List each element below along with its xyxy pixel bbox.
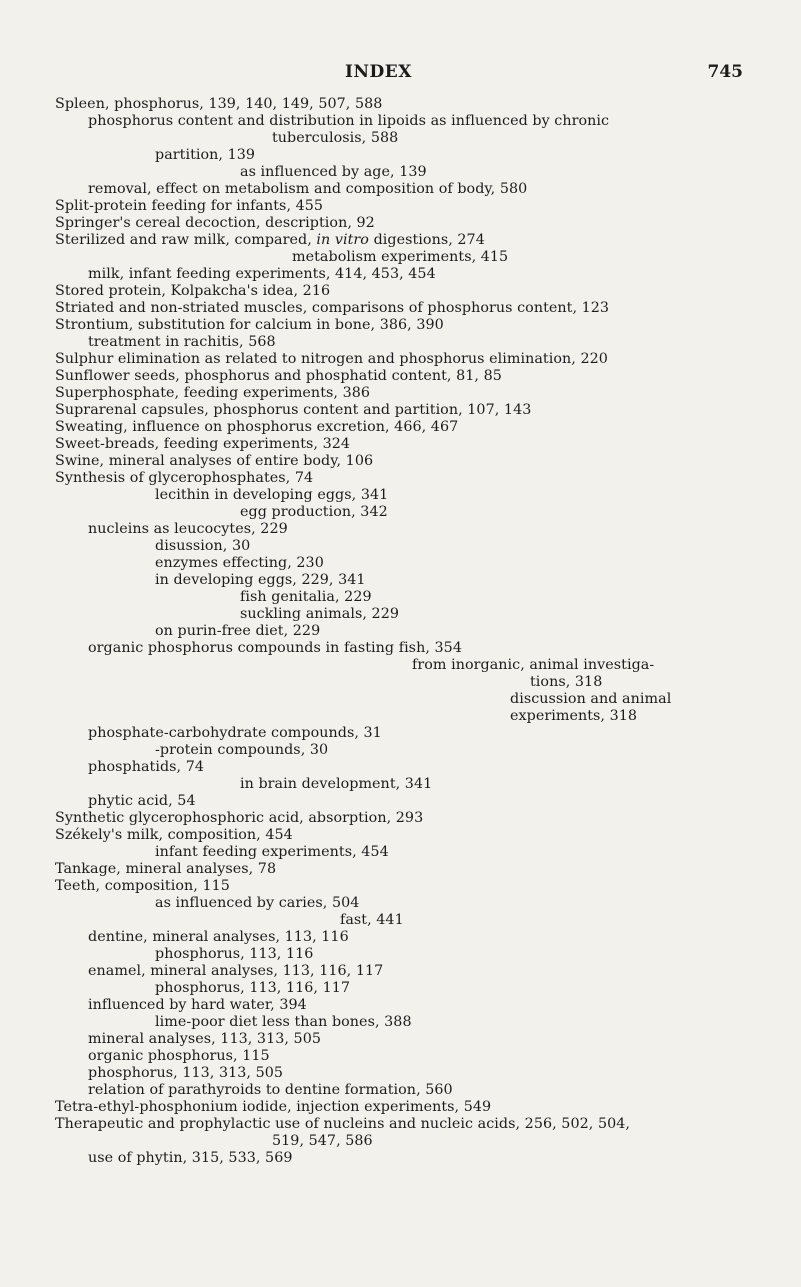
index-subentry: enzymes effecting, 230 (155, 555, 324, 571)
index-entry: Split-protein feeding for infants, 455 (55, 198, 324, 214)
index-entry: Springer's cereal decoction, description, 92 (55, 215, 375, 231)
index-entry: Székely's milk, composition, 454 (55, 827, 293, 843)
index-subentry: phosphorus, 113, 116 (155, 946, 314, 962)
page-header (0, 62, 801, 84)
index-subentry: as influenced by caries, 504 (155, 895, 360, 911)
index-subentry: organic phosphorus, 115 (88, 1048, 270, 1064)
index-entry: Sweet-breads, feeding experiments, 324 (55, 436, 351, 452)
index-entry: Sterilized and raw milk, compared, in vitro digestions, 274 (55, 232, 485, 248)
index-subentry: nucleins as leucocytes, 229 (88, 521, 288, 537)
index-subentry: suckling animals, 229 (240, 606, 399, 622)
index-subentry: on purin-free diet, 229 (155, 623, 321, 639)
page-title: INDEX (345, 62, 412, 82)
index-entry: Sweating, influence on phosphorus excretion, 466, 467 (55, 419, 459, 435)
index-subentry: discussion and animal (510, 691, 672, 707)
index-subentry: phosphate-carbohydrate compounds, 31 (88, 725, 382, 741)
index-entry: Synthesis of glycerophosphates, 74 (55, 470, 314, 486)
index-entry: Teeth, composition, 115 (55, 878, 230, 894)
index-entry: Suprarenal capsules, phosphorus content and partition, 107, 143 (55, 402, 532, 418)
index-subentry: organic phosphorus compounds in fasting fish, 354 (88, 640, 462, 656)
index-entry: Swine, mineral analyses of entire body, 106 (55, 453, 374, 469)
index-subentry: enamel, mineral analyses, 113, 116, 117 (88, 963, 384, 979)
index-subentry: phosphorus, 113, 313, 505 (88, 1065, 284, 1081)
index-subentry: phosphatids, 74 (88, 759, 205, 775)
index-subentry: dentine, mineral analyses, 113, 116 (88, 929, 349, 945)
index-subentry: fish genitalia, 229 (240, 589, 372, 605)
index-entry: Therapeutic and prophylactic use of nucleins and nucleic acids, 256, 502, 504, (55, 1116, 630, 1132)
index-subentry: in developing eggs, 229, 341 (155, 572, 366, 588)
index-subentry: experiments, 318 (510, 708, 638, 724)
page-number: 745 (707, 62, 743, 82)
index-subentry: disussion, 30 (155, 538, 251, 554)
index-subentry: removal, effect on metabolism and composition of body, 580 (88, 181, 528, 197)
index-entry: Stored protein, Kolpakcha's idea, 216 (55, 283, 331, 299)
index-entry: Strontium, substitution for calcium in bone, 386, 390 (55, 317, 444, 333)
index-subentry: relation of parathyroids to dentine formation, 560 (88, 1082, 453, 1098)
index-subentry: 519, 547, 586 (272, 1133, 373, 1149)
index-subentry: influenced by hard water, 394 (88, 997, 307, 1013)
index-subentry: tuberculosis, 588 (272, 130, 399, 146)
index-entry: Sunflower seeds, phosphorus and phosphatid content, 81, 85 (55, 368, 502, 384)
index-subentry: lime-poor diet less than bones, 388 (155, 1014, 412, 1030)
index-entry: Spleen, phosphorus, 139, 140, 149, 507, 588 (55, 96, 383, 112)
index-subentry: -protein compounds, 30 (155, 742, 329, 758)
index-subentry: use of phytin, 315, 533, 569 (88, 1150, 293, 1166)
index-subentry: phytic acid, 54 (88, 793, 196, 809)
index-entry: Synthetic glycerophosphoric acid, absorption, 293 (55, 810, 424, 826)
index-subentry: lecithin in developing eggs, 341 (155, 487, 389, 503)
index-subentry: infant feeding experiments, 454 (155, 844, 389, 860)
index-subentry: fast, 441 (340, 912, 404, 928)
index-entry: Superphosphate, feeding experiments, 386 (55, 385, 371, 401)
index-entry: Striated and non-striated muscles, comparisons of phosphorus content, 123 (55, 300, 610, 316)
index-entry: Tetra-ethyl-phosphonium iodide, injection experiments, 549 (55, 1099, 492, 1115)
index-subentry: in brain development, 341 (240, 776, 433, 792)
index-subentry: tions, 318 (530, 674, 603, 690)
index-subentry: treatment in rachitis, 568 (88, 334, 276, 350)
index-subentry: milk, infant feeding experiments, 414, 453, 454 (88, 266, 436, 282)
index-subentry: as influenced by age, 139 (240, 164, 427, 180)
index-subentry: metabolism experiments, 415 (292, 249, 509, 265)
index-entry: Sulphur elimination as related to nitrogen and phosphorus elimination, 220 (55, 351, 608, 367)
index-subentry: from inorganic, animal investiga- (412, 657, 655, 673)
index-subentry: partition, 139 (155, 147, 256, 163)
index-subentry: phosphorus, 113, 116, 117 (155, 980, 351, 996)
index-entry: Tankage, mineral analyses, 78 (55, 861, 277, 877)
index-subentry: phosphorus content and distribution in lipoids as influenced by chronic (88, 113, 610, 129)
index-subentry: mineral analyses, 113, 313, 505 (88, 1031, 321, 1047)
index-subentry: egg production, 342 (240, 504, 388, 520)
